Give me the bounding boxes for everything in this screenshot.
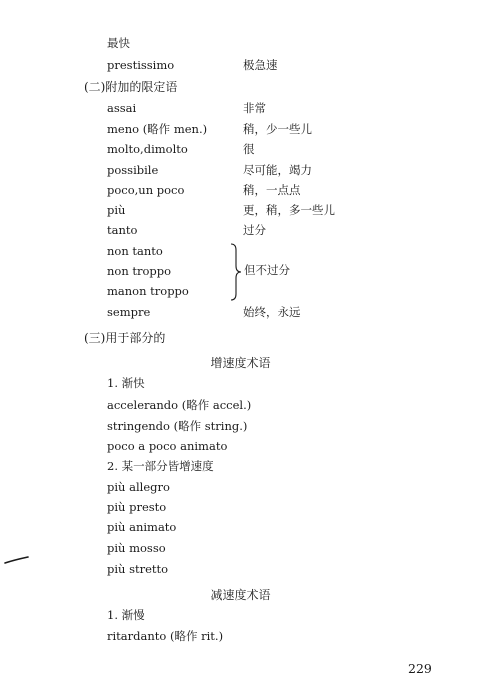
gloss-row: 稍，一点点: [243, 183, 301, 197]
brace-term: manon troppo: [107, 284, 189, 298]
page-number: 229: [408, 661, 432, 676]
gloss-row: 过分: [243, 223, 266, 237]
brace-term: non tanto: [107, 244, 163, 258]
top-term: 最快: [107, 36, 130, 50]
brace-gloss: 但不过分: [244, 263, 290, 277]
term-sempre: sempre: [107, 305, 151, 319]
term-row: poco,un poco: [107, 183, 185, 197]
brace-term: non troppo: [107, 264, 172, 278]
accel-subheading: 1. 渐快: [107, 376, 145, 390]
decel-term: ritardanto (略作 rit.): [107, 629, 224, 643]
gloss-row: 更，稍，多一些儿: [243, 203, 335, 217]
gloss-row: 稍，少一些儿: [243, 122, 312, 136]
section-3-heading: (三)用于部分的: [84, 331, 166, 345]
accel-term: stringendo (略作 string.): [107, 419, 248, 433]
accel-term: più allegro: [107, 480, 170, 494]
term-row: assai: [107, 101, 137, 115]
accel-term: accelerando (略作 accel.): [107, 398, 252, 412]
accel-subheading: 2. 某一部分皆增速度: [107, 459, 214, 473]
term-row: molto,dimolto: [107, 142, 188, 156]
decel-subheading: 1. 渐慢: [107, 608, 145, 622]
gloss-sempre: 始终，永远: [243, 305, 301, 319]
accel-term: più animato: [107, 520, 177, 534]
accel-term: poco a poco animato: [107, 439, 228, 453]
accel-title: 增速度术语: [210, 356, 271, 370]
gloss-row: 非常: [243, 101, 266, 115]
gloss-prestissimo: 极急速: [243, 58, 278, 72]
accel-term: più presto: [107, 500, 167, 514]
term-row: tanto: [107, 223, 138, 237]
term-row: più: [107, 203, 126, 217]
accel-term: più stretto: [107, 562, 169, 576]
decel-title: 减速度术语: [210, 588, 271, 602]
accel-term: più mosso: [107, 541, 166, 555]
gloss-row: 很: [243, 142, 255, 156]
ink-mark-icon: [4, 556, 30, 566]
term-row: meno (略作 men.): [107, 122, 208, 136]
right-brace-icon: [229, 243, 243, 301]
gloss-row: 尽可能，竭力: [243, 163, 312, 177]
term-row: possibile: [107, 163, 159, 177]
term-prestissimo: prestissimo: [107, 58, 175, 72]
section-2-heading: (二)附加的限定语: [84, 80, 178, 94]
